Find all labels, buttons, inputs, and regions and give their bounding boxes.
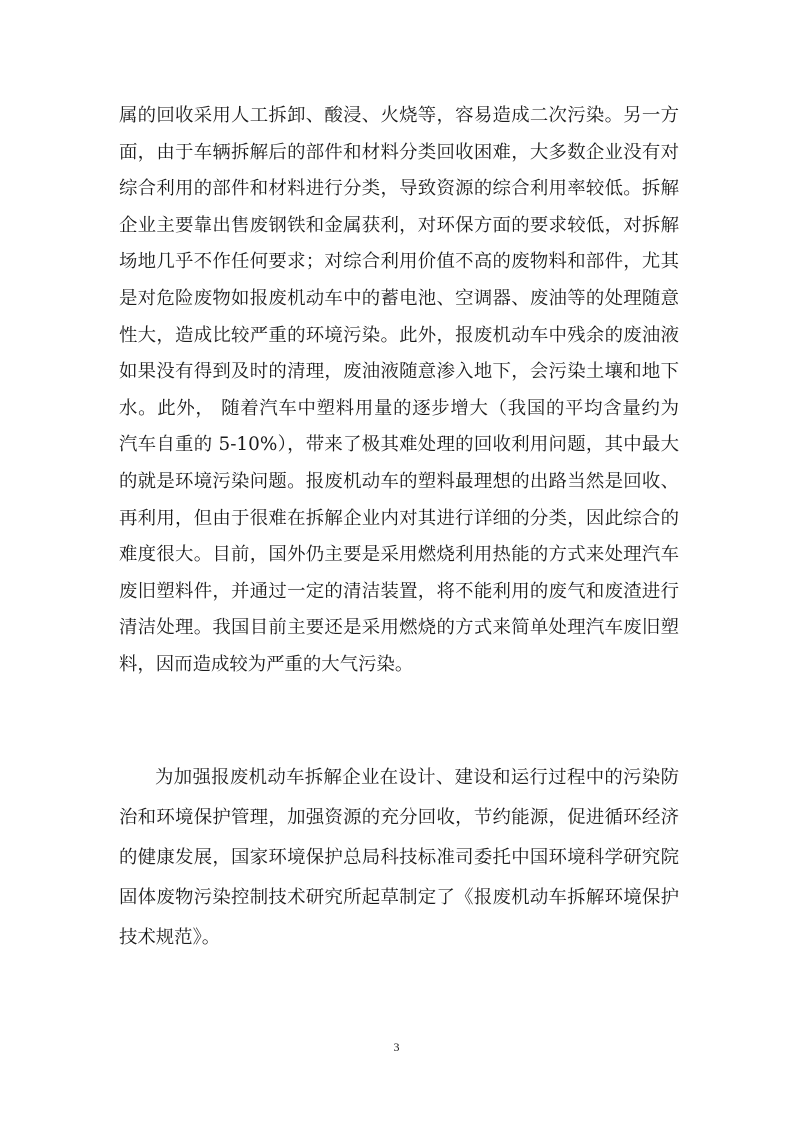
text-line: 是对危险废物如报废机动车中的蓄电池、空调器、废油等的处理随意: [119, 287, 679, 309]
text-line: 为加强报废机动车拆解企业在设计、建设和运行过程中的污染防: [155, 767, 679, 788]
text-line: 综合利用的部件和材料进行分类，导致资源的综合利用率较低。拆解: [119, 178, 679, 200]
text-line: 性大，造成比较严重的环境污染。此外，报废机动车中残余的废油液: [119, 324, 679, 346]
text-line: 的健康发展，国家环境保护总局科技标准司委托中国环境科学研究院: [119, 847, 679, 868]
text-line: 技术规范》。: [119, 927, 221, 948]
text-line: 属的回收采用人工拆卸、酸浸、火烧等，容易造成二次污染。另一方: [119, 105, 679, 126]
page-number: 3: [393, 1040, 400, 1054]
text-line: 清洁处理。我国目前主要还是采用燃烧的方式来简单处理汽车废旧塑: [119, 617, 679, 639]
text-line: 场地几乎不作任何要求；对综合利用价值不高的废物料和部件，尤其: [119, 251, 679, 273]
text-line: 的就是环境污染问题。报废机动车的塑料最理想的出路当然是回收、: [119, 470, 679, 492]
paragraph-1: [119, 98, 679, 684]
text-line: 难度很大。目前，国外仍主要是采用燃烧利用热能的方式来处理汽车: [119, 544, 679, 566]
text-line: 汽车自重的 5-10%），带来了极其难处理的回收利用问题，其中最大: [119, 434, 679, 456]
text-line: 企业主要靠出售废钢铁和金属获利，对环保方面的要求较低，对拆解: [119, 214, 679, 236]
text-line: 料，因而造成较为严重的大气污染。: [119, 653, 414, 675]
text-line: 废旧塑料件，并通过一定的清洁装置，将不能利用的废气和废渣进行: [119, 580, 679, 602]
text-line: 固体废物污染控制技术研究所起草制定了《报废机动车拆解环境保护: [119, 887, 679, 908]
text-line: 面，由于车辆拆解后的部件和材料分类回收困难，大多数企业没有对: [119, 141, 679, 163]
text-line: 水。此外， 随着汽车中塑料用量的逐步增大（我国的平均含量约为: [119, 397, 679, 419]
text-line: 再利用，但由于很难在拆解企业内对其进行详细的分类，因此综合的: [119, 507, 679, 529]
text-line: 如果没有得到及时的清理，废油液随意渗入地下，会污染土壤和地下: [119, 361, 679, 383]
text-line: 治和环境保护管理，加强资源的充分回收，节约能源，促进循环经济: [119, 807, 679, 828]
paragraph-2: [119, 758, 679, 958]
